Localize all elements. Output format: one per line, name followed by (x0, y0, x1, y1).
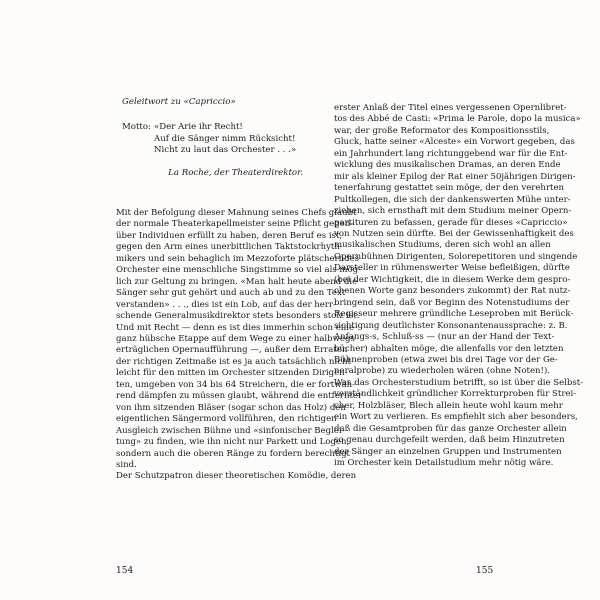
text-line: Regisseur mehrere gründliche Leseproben mit Berück- (334, 309, 574, 320)
text-line: chenen Worte ganz besonders zukommt) der Rat nutz- (334, 286, 571, 297)
text-line: der Sänger an einzelnen Gruppen und Instrumenten (334, 446, 562, 457)
text-line: verstanden» . . ., dies ist ein Lob, auf das der herr- (116, 299, 336, 310)
text-line: Orchester eine menschliche Singstimme so viel als mög- (116, 265, 362, 276)
text-line: neralprobe) zu wiederholen wären (ohne Noten!). (334, 366, 551, 377)
text-line: bringend sein, daß vor Beginn des Notenstudiums der (334, 297, 570, 308)
text-line: bücher) abhalten möge, die allenfalls vor den letzten (334, 343, 564, 354)
text-line: eigentlichen Sängermord vollführen, den richtigen (116, 414, 337, 425)
text-line: wicklung des musikalischen Dramas, an deren Ende (334, 160, 561, 171)
text-line: ganz hübsche Etappe auf dem Wege zu einer halbwegs (116, 333, 355, 344)
text-line: so genau durchgefeilt werden, daß beim Hinzutreten (334, 435, 565, 446)
text-line: cher, Holzbläser, Blech allein heute wohl kaum mehr (334, 400, 563, 411)
text-line: der normale Theaterkapellmeister seine Pflicht gegen- (116, 219, 354, 230)
text-line: Bühnenproben (etwa zwei bis drei Tage vor der Ge- (334, 354, 558, 365)
text-line: mikers und sein behaglich im Mezzoforte plätscherndes (116, 253, 360, 264)
text-line: ten, umgeben von 34 bis 64 Streichern, die er fortwäh- (116, 379, 356, 390)
text-line: Der Schutzpatron dieser theoretischen Komödie, deren (116, 471, 357, 482)
text-line: daß die Gesamtproben für das ganze Orchester allein (334, 423, 567, 434)
text-line: Darsteller in rühmenswerter Weise befleißigen, dürfte (334, 263, 570, 274)
text-line: über Individuen erfüllt zu haben, deren Beruf es ist, (116, 230, 343, 241)
right-page (300, 0, 600, 600)
text-line: war, der große Reformator des Kompositionsstils, (334, 125, 550, 136)
text-line: ein Wort zu verlieren. Es empfiehlt sich aber besonders, (334, 412, 578, 423)
text-line: Und mit Recht — denn es ist dies immerhin schon eine (116, 322, 355, 333)
text-line: tung» zu finden, wie ihn nicht nur Parkett und Logen, (116, 437, 350, 448)
essay-heading: Geleitwort zu «Capriccio» (122, 97, 236, 107)
motto-line: «Der Arie ihr Recht! (154, 122, 243, 132)
text-line: Mit der Befolgung dieser Mahnung seines Chefs glaubt (116, 208, 357, 218)
text-line: von ihm sitzenden Bläser (sogar schon das Holz) den (116, 402, 346, 413)
motto-quote (154, 122, 296, 157)
text-line: Was das Orchesterstudium betrifft, so ist über die Selbst- (334, 377, 584, 388)
text-line: erträglichen Opernaufführung —, außer dem Erraten (116, 345, 348, 356)
text-line: Pultkollegen, die sich der dankenswerten Mühe unter- (334, 194, 571, 205)
text-line: musikalischen Studiums, deren sich wohl an allen (334, 240, 551, 251)
body-text (334, 103, 584, 470)
text-line: Anfangs-s, Schluß-ss — (nur an der Hand der Text- (334, 332, 555, 343)
text-line: ziehen, sich ernsthaft mit dem Studium meiner Opern- (334, 206, 572, 217)
text-line: sichtigung deutlichster Konsonantenaussprache: z. B. (334, 320, 568, 331)
text-line: schende Generalmusikdirektor stets besonders stolz ist. (116, 311, 360, 322)
motto-line: Auf die Sänger nimm Rücksicht! (154, 133, 296, 144)
text-line: tos des Abbé de Casti: «Prima le Parole, dopo la musica» (334, 114, 581, 125)
body-text (116, 208, 363, 483)
text-line: lich zur Geltung zu bringen. «Man halt heute abend die (116, 276, 358, 287)
motto-attribution: La Roche, der Theaterdirektor. (168, 168, 303, 178)
text-line: gegen den Arm eines unerbittlichen Taktstockrhyth- (116, 242, 343, 253)
text-line: im Orchester kein Detailstudium mehr nötig wäre. (334, 458, 554, 469)
text-line: tenerfahrung gestattet sein möge, der den verehrten (334, 183, 565, 194)
text-line: (bei der Wichtigkeit, die in diesem Werke dem gespro- (334, 274, 571, 285)
text-line: von Nutzen sein dürfte. Bei der Gewissenhaftigkeit des (334, 228, 574, 239)
text-line: leicht für den mitten im Orchester sitzenden Dirigen- (116, 368, 348, 379)
text-line: sondern auch die oberen Ränge zu fordern berechtigt (116, 448, 350, 459)
text-line: Gluck, hatte seiner «Alceste» ein Vorwort gegeben, das (334, 137, 575, 148)
text-line: rend dämpfen zu müssen glaubt, während die entfernter (116, 391, 363, 402)
text-line: der richtigen Zeitmaße ist es ja auch tatsächlich nicht (116, 356, 351, 367)
text-line: erster Anlaß der Titel eines vergessenen Opernlibret- (334, 103, 567, 113)
page-number: 155 (476, 566, 494, 576)
text-line: Ausgleich zwischen Bühne und «sinfonischer Beglei- (116, 425, 345, 436)
text-line: verständlichkeit gründlicher Korrekturproben für Strei- (334, 389, 577, 400)
motto-line: Nicht zu laut das Orchester . . .» (154, 145, 297, 156)
motto-label: Motto: (122, 122, 151, 132)
text-line: ein Jahrhundert lang richtunggebend war für die Ent- (334, 148, 568, 159)
text-line: sind. (116, 459, 137, 470)
page-number: 154 (116, 566, 134, 576)
text-line: mir als kleiner Epilog der Rat einer 50jährigen Dirigen- (334, 171, 576, 182)
text-line: Sänger sehr gut gehört und auch ab und zu den Text (116, 288, 346, 299)
text-line: partituren zu befassen, gerade für dieses «Capriccio» (334, 217, 568, 228)
text-line: Opernbühnen Dirigenten, Solorepetitoren und singende (334, 251, 578, 262)
